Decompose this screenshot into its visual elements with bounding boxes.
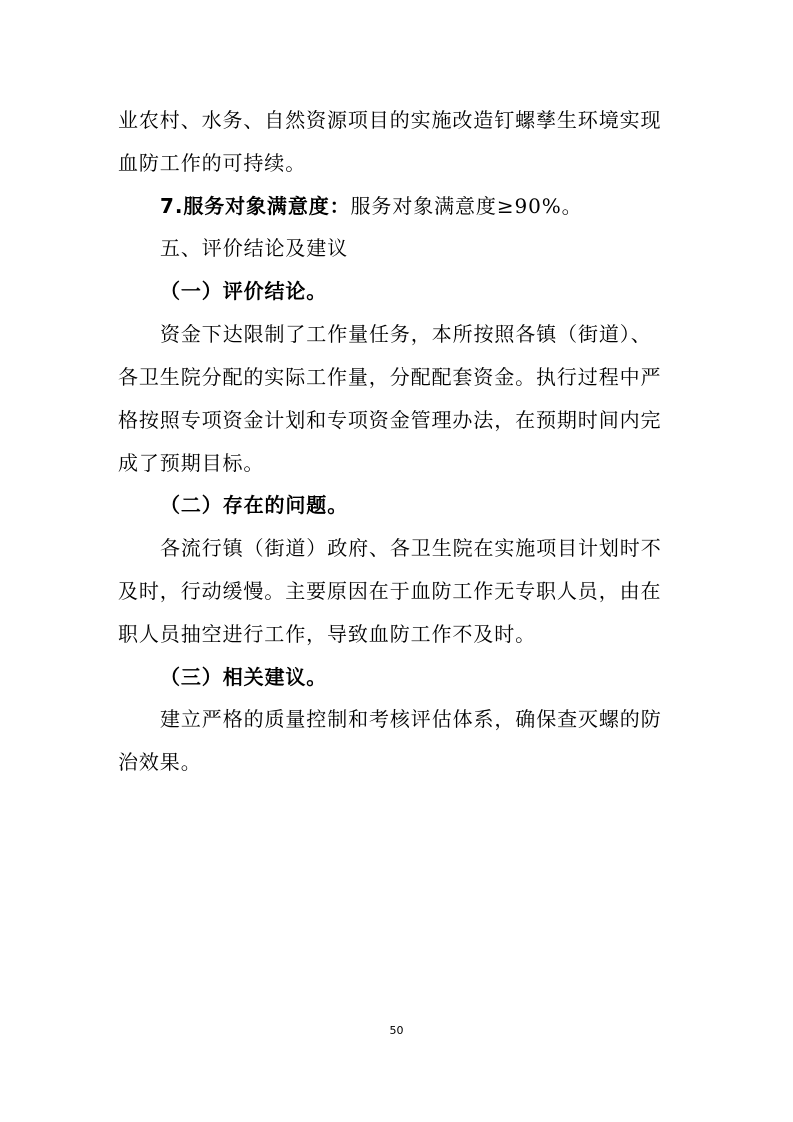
- paragraph-line: 成了预期目标。: [118, 451, 265, 475]
- satisfaction-line: [160, 192, 583, 220]
- paragraph-line: 治效果。: [118, 750, 202, 774]
- paragraph-line: 格按照专项资金计划和专项资金管理办法，在预期时间内完: [118, 408, 662, 432]
- paragraph-line: 职人员抽空进行工作，导致血防工作不及时。: [118, 622, 536, 646]
- subsection-heading-problems: （二）存在的问题。: [160, 493, 349, 517]
- page-number: 50: [389, 1024, 404, 1037]
- subsection-heading-conclusion: （一）评价结论。: [160, 279, 328, 303]
- paragraph-line: 资金下达限制了工作量任务，本所按照各镇（街道）、: [160, 322, 652, 346]
- paragraph-line: 各流行镇（街道）政府、各卫生院在实施项目计划时不: [160, 536, 662, 560]
- section-heading: 五、评价结论及建议: [160, 236, 349, 260]
- subsection-heading-suggestions: （三）相关建议。: [160, 665, 328, 689]
- satisfaction-text: 服务对象满意度≥90%。: [350, 194, 583, 218]
- paragraph-line: 建立严格的质量控制和考核评估体系，确保查灭螺的防: [160, 707, 662, 731]
- paragraph-line: 血防工作的可持续。: [118, 151, 307, 175]
- paragraph-line: 各卫生院分配的实际工作量，分配配套资金。执行过程中严: [118, 365, 662, 389]
- satisfaction-label: 7.服务对象满意度：: [160, 194, 351, 218]
- paragraph-line: 及时，行动缓慢。主要原因在于血防工作无专职人员，由在: [118, 579, 662, 603]
- paragraph-line: 业农村、水务、自然资源项目的实施改造钉螺孳生环境实现: [118, 108, 662, 132]
